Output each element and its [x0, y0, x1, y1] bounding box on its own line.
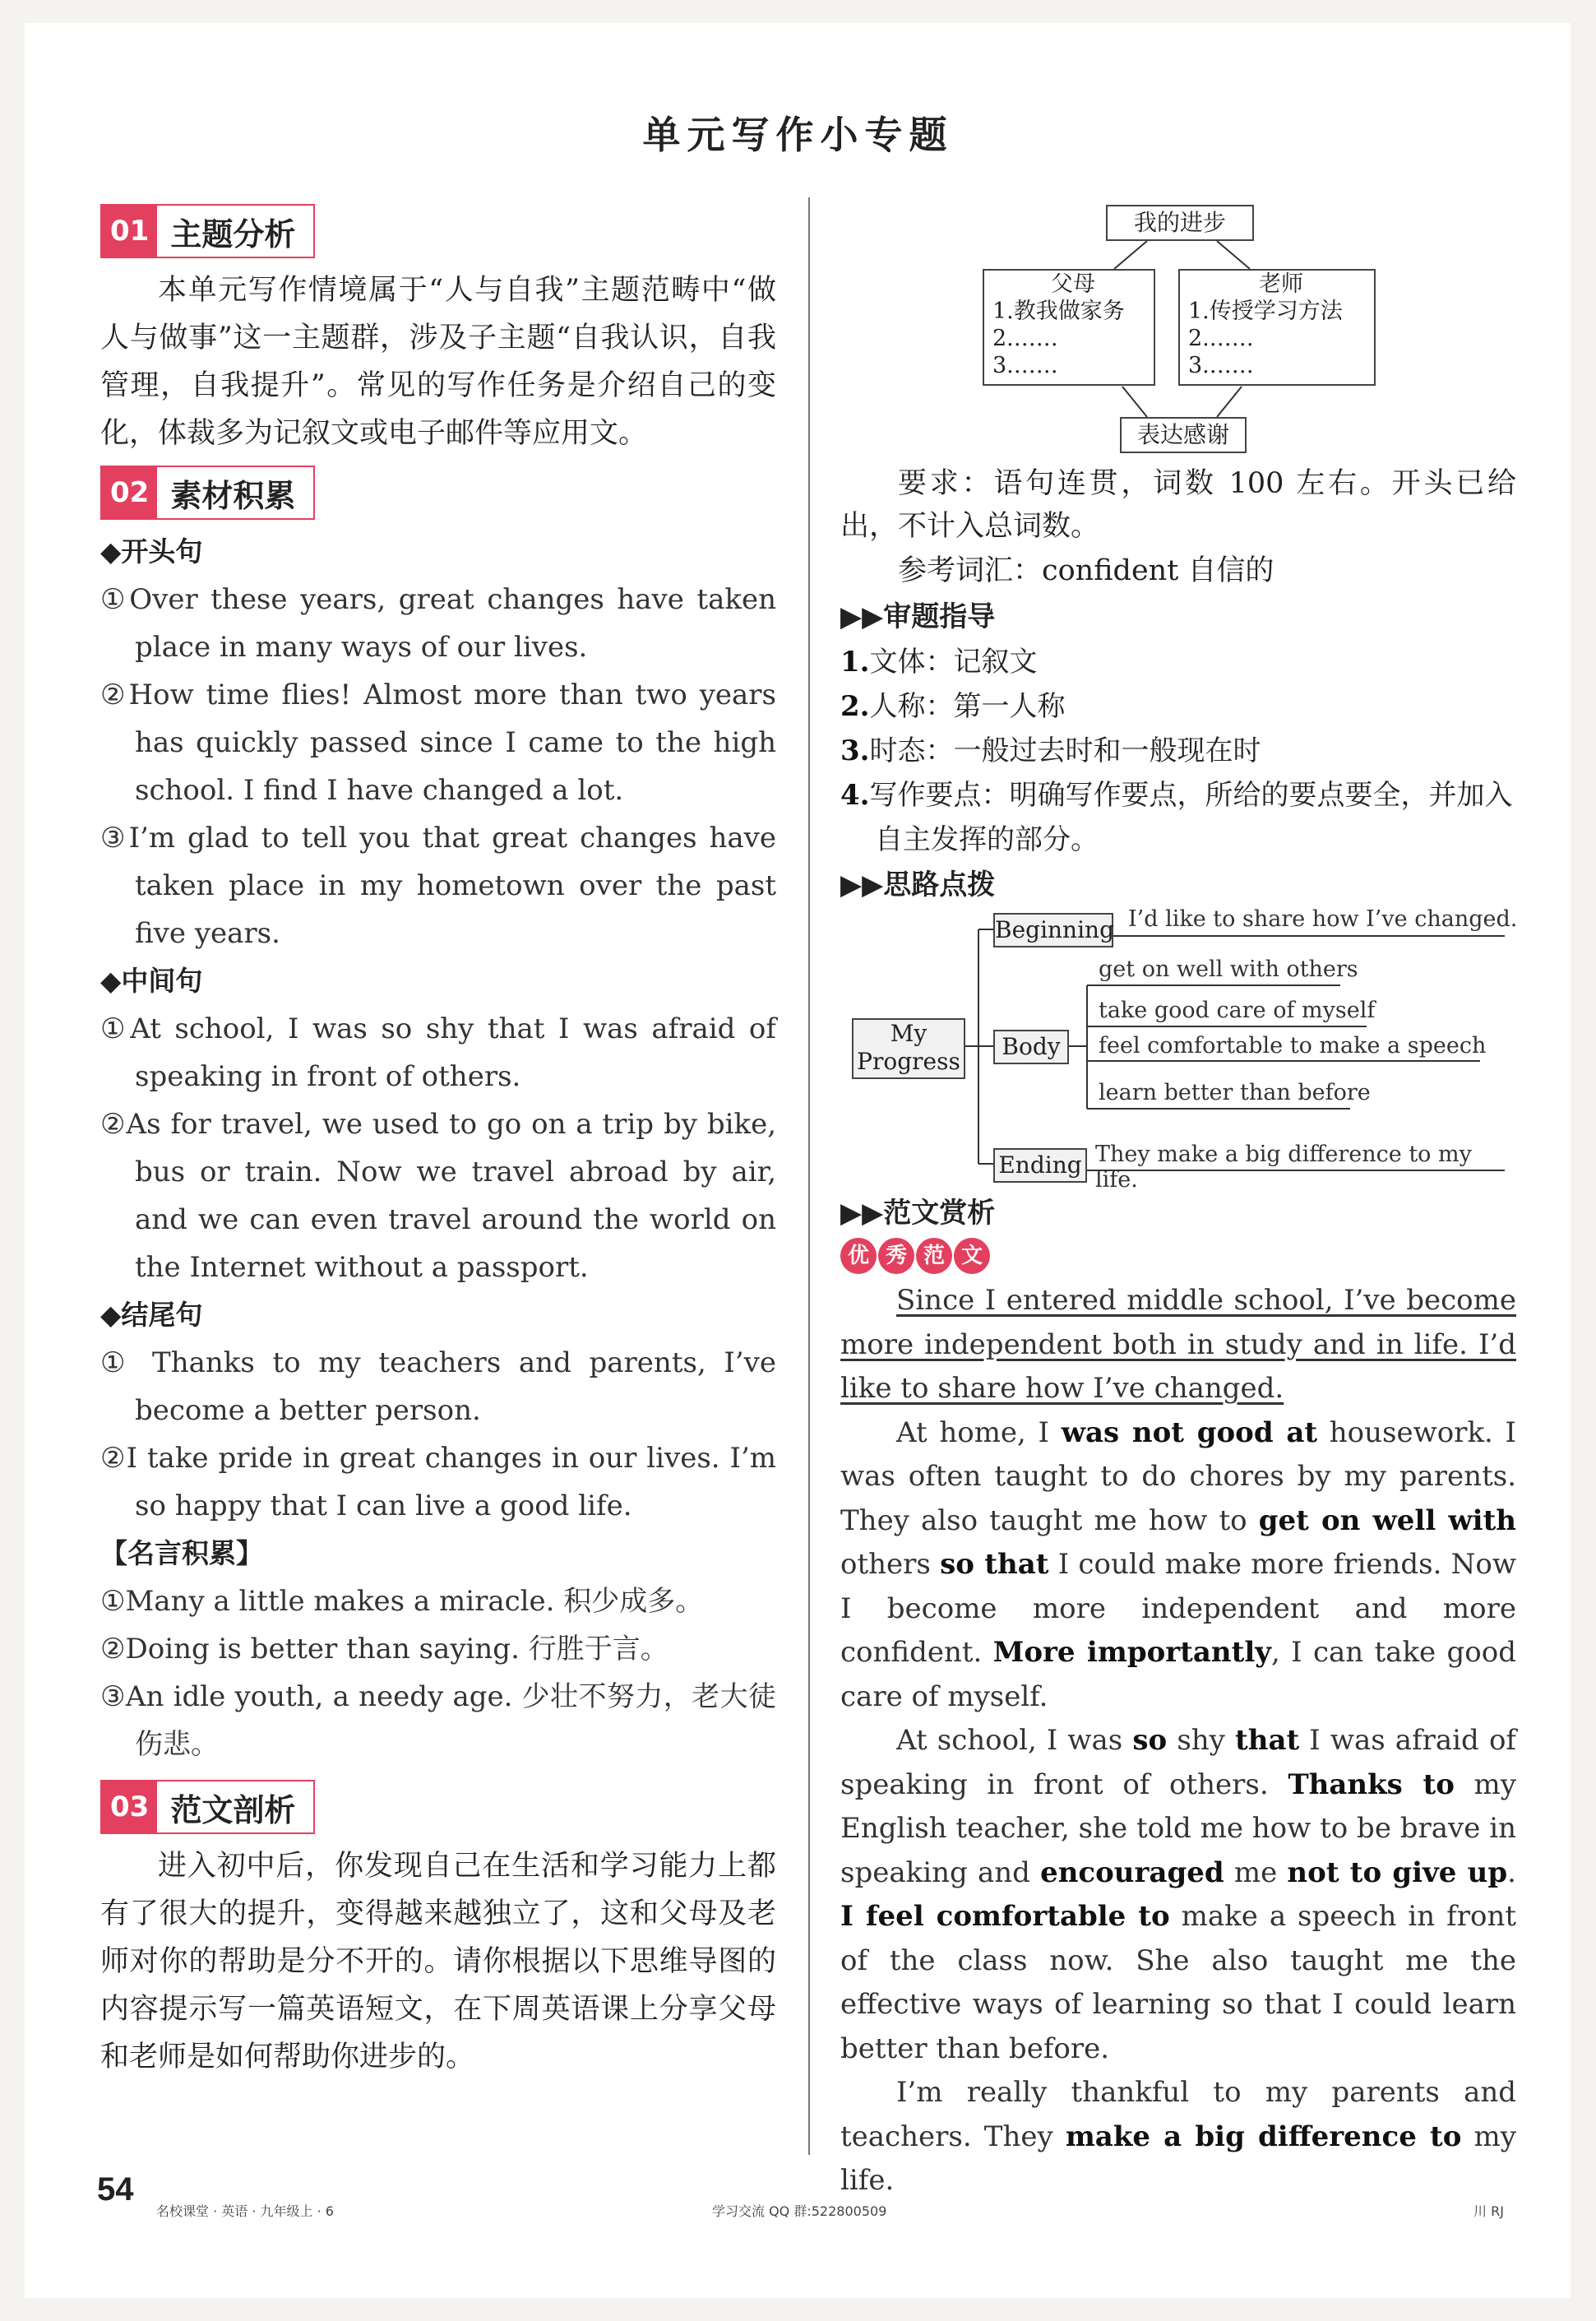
essay-text: make a speech in front of the class now. She also taught me the effective ways of learning so that I could learn better than before.	[840, 1900, 1517, 2065]
body-item: take good care of myself	[1099, 998, 1376, 1023]
ending-sentences-heading: ◆结尾句	[100, 1299, 203, 1331]
parent-item: 1.教我做家务	[992, 299, 1125, 324]
essay-key-phrase: More importantly	[992, 1636, 1272, 1669]
left-column	[100, 197, 776, 2081]
essay-key-phrase: not to give up	[1287, 1855, 1508, 1889]
essay-text: At home, I	[896, 1415, 1062, 1449]
essay-text: At school, I was	[896, 1724, 1133, 1757]
guide-item	[840, 729, 1516, 773]
quotes-heading: 【名言积累】	[100, 1537, 263, 1569]
right-column	[840, 462, 1516, 908]
qq-group: 学习交流 QQ 群:522800509	[712, 2203, 887, 2219]
guide-item	[840, 640, 1516, 684]
essay-section	[840, 1190, 1516, 2203]
essay-text: housework. I was often taught to do chores by my parents. They also taught me how to	[840, 1415, 1516, 1537]
writing-task-text: 进入初中后，你发现自己在生活和学习能力上都有了很大的提升，变得越来越独立了，这和父母及老师对你的帮助是分不开的。请你根据以下思维导图的内容提示写一篇英语短文，在下周英语课上分享父母和老师是如何帮助你进步的。	[100, 1850, 776, 2073]
diagram-parent-box	[983, 269, 1155, 386]
essay-paragraph-3	[840, 1719, 1516, 2071]
guide-item	[840, 684, 1516, 729]
theme-analysis-text: 本单元写作情境属于“人与自我”主题范畴中“做人与做事”这一主题群，涉及子主题“自我认识，自我管理，自我提升”。常见的写作任务是介绍自己的变化，体裁多为记叙文或电子邮件等应用文。	[100, 274, 776, 450]
page-number: 54	[97, 2171, 134, 2207]
badge-char: 文	[954, 1238, 990, 1274]
essay-text: shy	[1167, 1724, 1236, 1757]
essay-key-phrase: that	[1235, 1724, 1300, 1757]
beginning-text: I’d like to share how I’ve changed.	[1128, 906, 1518, 932]
body-item: get on well with others	[1099, 957, 1358, 982]
guide-item-text: 写作要点：明确写作要点，所给的要点要全，并加入自主发挥的部分。	[869, 779, 1513, 856]
center-line: My	[890, 1020, 928, 1047]
guide-item	[840, 773, 1516, 862]
excellent-essay-badge	[840, 1238, 1516, 1274]
diagram-top-box: 我的进步	[1106, 205, 1254, 241]
ending-text: They make a big difference to my life.	[1095, 1142, 1472, 1193]
middle-sentence: ①At school, I was so shy that I was afraid of speaking in front of others.	[100, 1012, 776, 1093]
guide-item-text: 时态：一般过去时和一般现在时	[869, 734, 1261, 767]
guide-item-number: 3.	[840, 734, 870, 767]
quote: ③An idle youth, a needy age. 少壮不努力，老大徒伤悲。	[100, 1680, 776, 1761]
ending-node: Ending	[993, 1148, 1087, 1183]
essay-key-phrase: Thanks to	[1288, 1767, 1455, 1801]
body-item: feel comfortable to make a speech	[1099, 1033, 1487, 1059]
section-label: 主题分析	[157, 206, 313, 257]
parent-item: 2.……	[992, 326, 1058, 351]
essay-text: I could make more friends. Now I become more independent and more confident.	[840, 1548, 1516, 1669]
quote: ②Doing is better than saying. 行胜于言。	[100, 1633, 668, 1665]
badge-char: 秀	[878, 1238, 914, 1274]
body-item: learn better than before	[1099, 1080, 1371, 1105]
section-heading-01	[100, 204, 315, 258]
edition-label: 川 RJ	[1473, 2203, 1504, 2219]
essay-key-phrase: so that	[940, 1548, 1049, 1581]
section-heading-03	[100, 1780, 315, 1834]
guide-item-text: 人称：第一人称	[869, 690, 1066, 723]
opening-sentence: ①Over these years, great changes have taken place in many ways of our lives.	[100, 583, 776, 664]
essay-key-phrase: encouraged	[1040, 1855, 1224, 1889]
mind-map-center	[852, 1018, 965, 1079]
section-label: 范文剖析	[157, 1781, 313, 1832]
opening-sentences-heading: ◆开头句	[100, 535, 203, 568]
essay-text: I’m really thankful to my parents and teachers. They	[840, 2076, 1516, 2153]
teacher-title: 老师	[1259, 271, 1303, 297]
essay-key-phrase: so	[1132, 1724, 1168, 1757]
progress-diagram	[978, 202, 1381, 456]
center-line: Progress	[857, 1048, 960, 1075]
body-node: Body	[993, 1030, 1069, 1064]
badge-char: 优	[840, 1238, 877, 1274]
section-label: 素材积累	[157, 467, 313, 518]
essay-key-phrase: was not good at	[1061, 1415, 1318, 1449]
analysis-heading: ▶▶范文赏析	[840, 1197, 996, 1230]
middle-sentences-heading: ◆中间句	[100, 965, 203, 997]
essay-text: I was afraid of speaking in front of others.	[840, 1724, 1516, 1801]
teacher-item: 3.……	[1188, 353, 1254, 378]
teacher-item: 1.传授学习方法	[1188, 299, 1343, 324]
section-number: 01	[102, 206, 157, 257]
essay-paragraph-2	[840, 1411, 1516, 1720]
parent-title: 父母	[1051, 271, 1095, 297]
ideas-heading: ▶▶思路点拨	[840, 869, 996, 901]
guide-item-number: 4.	[840, 779, 870, 812]
guide-item-number: 1.	[840, 646, 870, 679]
section-heading-02	[100, 466, 315, 520]
quote: ①Many a little makes a miracle. 积少成多。	[100, 1585, 704, 1618]
vocabulary-text: 参考词汇：confident 自信的	[898, 554, 1274, 587]
essay-opening: Since I entered middle school, I’ve become more independent both in study and in life. I’d like to share how I’ve changed.	[840, 1284, 1516, 1405]
section-number: 02	[102, 467, 157, 518]
beginning-node: Beginning	[993, 913, 1113, 947]
middle-sentence: ②As for travel, we used to go on a trip by bike, bus or train. Now we travel abroad by air, and we can even travel around the world on the Internet without a passport.	[100, 1108, 776, 1284]
essay-text: me	[1224, 1855, 1288, 1889]
essay-text: my life.	[840, 2119, 1516, 2197]
requirements-text: 要求：语句连贯，词数 100 左右。开头已给出，不计入总词数。	[840, 467, 1516, 543]
badge-char: 范	[916, 1238, 952, 1274]
guide-heading: ▶▶审题指导	[840, 600, 996, 633]
mind-map	[847, 896, 1521, 1193]
essay-paragraph-1	[840, 1279, 1516, 1411]
ending-sentence: ②I take pride in great changes in our lives. I’m so happy that I can live a good life.	[100, 1442, 776, 1522]
essay-paragraph-4	[840, 2071, 1516, 2203]
essay-text: others	[840, 1548, 941, 1581]
essay-key-phrase: make a big difference to	[1065, 2119, 1462, 2153]
guide-item-text: 文体：记叙文	[869, 646, 1038, 679]
essay-text: , I can take good care of myself.	[840, 1636, 1516, 1713]
section-number: 03	[102, 1781, 157, 1832]
ending-sentence: ① Thanks to my teachers and parents, I’ve become a better person.	[100, 1346, 776, 1427]
guide-item-number: 2.	[840, 690, 870, 723]
essay-key-phrase: I feel comfortable to	[840, 1900, 1170, 1933]
essay-text: my English teacher, she told me how to be brave in speaking and	[840, 1767, 1516, 1889]
parent-item: 3.……	[992, 353, 1058, 378]
opening-sentence: ③I’m glad to tell you that great changes have taken place in my hometown over the past five years.	[100, 822, 776, 950]
essay-text: .	[1507, 1855, 1516, 1889]
opening-sentence: ②How time flies! Almost more than two years has quickly passed since I came to the high school. I find I have changed a lot.	[100, 679, 776, 807]
essay-key-phrase: get on well with	[1258, 1503, 1516, 1537]
diagram-bottom-box: 表达感谢	[1120, 417, 1247, 453]
diagram-teacher-box	[1178, 269, 1376, 386]
page-title: 单元写作小专题	[642, 113, 954, 157]
book-info: 名校课堂 · 英语 · 九年级上 · 6	[156, 2203, 334, 2219]
teacher-item: 2.……	[1188, 326, 1254, 351]
column-divider	[808, 197, 810, 2155]
